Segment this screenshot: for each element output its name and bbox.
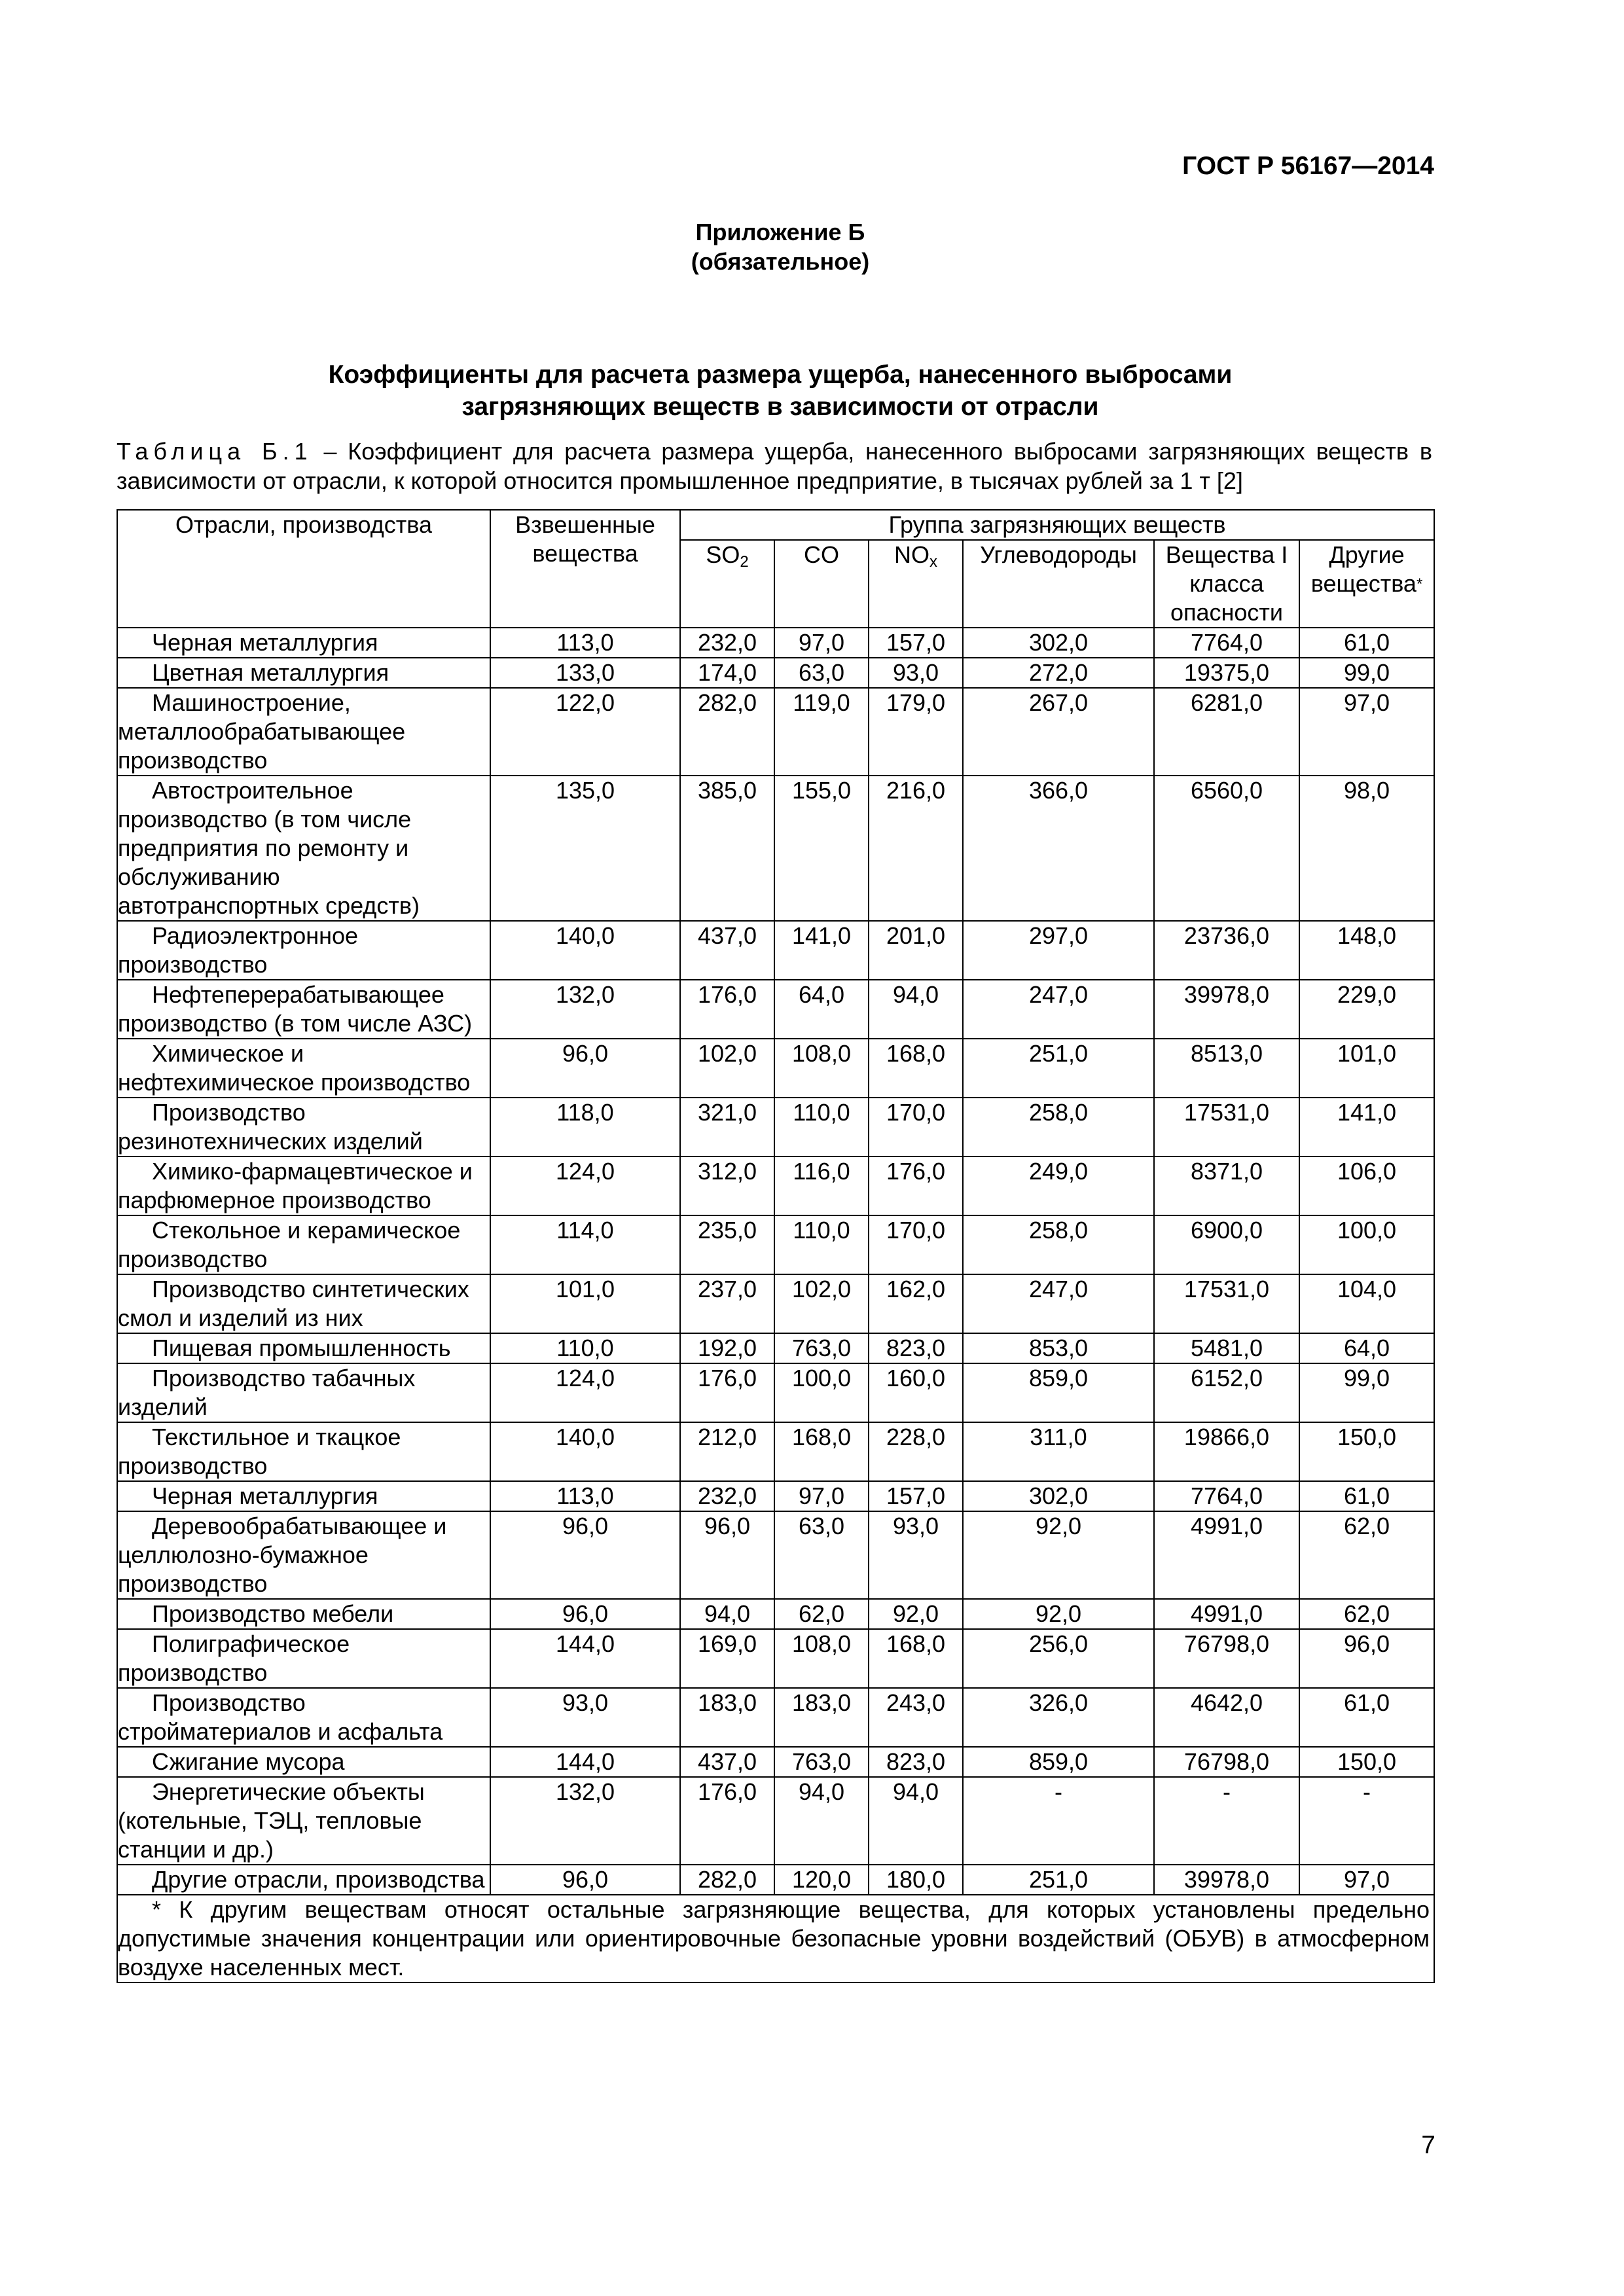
- cell-so2: 385,0: [680, 776, 774, 921]
- cell-other-substances: 62,0: [1299, 1599, 1434, 1629]
- cell-other-substances: 100,0: [1299, 1215, 1434, 1274]
- cell-so2: 96,0: [680, 1511, 774, 1599]
- cell-so2: 232,0: [680, 1481, 774, 1511]
- cell-co: 94,0: [774, 1777, 869, 1865]
- table-caption-text: – Коэффициент для расчета размера ущерба, нанесенного выбросами загрязняющих веществ в зависимости от отрасли, к которой относится промышленное предприятие, в тысячах рублей за 1 т [2]: [117, 438, 1432, 494]
- cell-suspended-matter: 93,0: [490, 1688, 680, 1747]
- document-designation: ГОСТ Р 56167—2014: [1182, 152, 1434, 180]
- table-body: [117, 628, 1434, 1895]
- cell-so2: 176,0: [680, 980, 774, 1039]
- table-row: [117, 1777, 1434, 1865]
- cell-industry-name: Машиностроение, металлообрабатывающее производство: [117, 688, 490, 776]
- cell-nox: 168,0: [869, 1039, 963, 1098]
- cell-suspended-matter: 132,0: [490, 980, 680, 1039]
- cell-co: 110,0: [774, 1098, 869, 1157]
- cell-co: 64,0: [774, 980, 869, 1039]
- table-row: [117, 1157, 1434, 1215]
- cell-co: 97,0: [774, 1481, 869, 1511]
- cell-nox: 94,0: [869, 980, 963, 1039]
- header-co: CO: [774, 540, 869, 628]
- cell-hazard-class-1: 8371,0: [1154, 1157, 1299, 1215]
- cell-so2: 437,0: [680, 921, 774, 980]
- cell-nox: 216,0: [869, 776, 963, 921]
- cell-other-substances: 104,0: [1299, 1274, 1434, 1333]
- cell-suspended-matter: 96,0: [490, 1599, 680, 1629]
- header-so2: [680, 540, 774, 628]
- cell-industry-name: Радиоэлектронное производство: [117, 921, 490, 980]
- cell-industry-name: Производство резинотехнических изделий: [117, 1098, 490, 1157]
- cell-nox: 228,0: [869, 1422, 963, 1481]
- cell-nox: 179,0: [869, 688, 963, 776]
- table-row: [117, 1629, 1434, 1688]
- header-other-label: Другие вещества: [1310, 541, 1416, 597]
- cell-co: 763,0: [774, 1747, 869, 1777]
- cell-other-substances: 106,0: [1299, 1157, 1434, 1215]
- table-footnote: * К другим веществам относят остальные загрязняющие вещества, для которых установлены предельно допустимые значения концентрации или ориентировочные безопасные уровни воздействий (ОБУВ) в атмосферном воздухе населенных мест.: [117, 1895, 1434, 1982]
- cell-other-substances: 99,0: [1299, 1363, 1434, 1422]
- cell-nox: 92,0: [869, 1599, 963, 1629]
- cell-hazard-class-1: 19375,0: [1154, 658, 1299, 688]
- cell-hazard-class-1: 6560,0: [1154, 776, 1299, 921]
- cell-so2: 192,0: [680, 1333, 774, 1363]
- cell-suspended-matter: 113,0: [490, 1481, 680, 1511]
- cell-co: 63,0: [774, 658, 869, 688]
- cell-hydrocarbons: 256,0: [963, 1629, 1154, 1688]
- cell-suspended-matter: 140,0: [490, 921, 680, 980]
- header-industry: Отрасли, производства: [117, 510, 490, 628]
- cell-hydrocarbons: 258,0: [963, 1215, 1154, 1274]
- cell-industry-name: Производство стройматериалов и асфальта: [117, 1688, 490, 1747]
- cell-hazard-class-1: 4642,0: [1154, 1688, 1299, 1747]
- section-title: [0, 359, 1561, 423]
- cell-co: 108,0: [774, 1039, 869, 1098]
- cell-suspended-matter: 135,0: [490, 776, 680, 921]
- cell-other-substances: 98,0: [1299, 776, 1434, 921]
- cell-industry-name: Производство табачных изделий: [117, 1363, 490, 1422]
- cell-nox: 170,0: [869, 1215, 963, 1274]
- cell-nox: 157,0: [869, 1481, 963, 1511]
- cell-hydrocarbons: 247,0: [963, 1274, 1154, 1333]
- cell-other-substances: -: [1299, 1777, 1434, 1865]
- cell-nox: 170,0: [869, 1098, 963, 1157]
- table-row: [117, 1599, 1434, 1629]
- cell-co: 763,0: [774, 1333, 869, 1363]
- cell-hazard-class-1: 8513,0: [1154, 1039, 1299, 1098]
- cell-suspended-matter: 140,0: [490, 1422, 680, 1481]
- cell-so2: 312,0: [680, 1157, 774, 1215]
- cell-industry-name: Химическое и нефтехимическое производство: [117, 1039, 490, 1098]
- cell-other-substances: 64,0: [1299, 1333, 1434, 1363]
- cell-suspended-matter: 122,0: [490, 688, 680, 776]
- cell-suspended-matter: 96,0: [490, 1039, 680, 1098]
- cell-other-substances: 61,0: [1299, 628, 1434, 658]
- cell-co: 110,0: [774, 1215, 869, 1274]
- cell-suspended-matter: 124,0: [490, 1157, 680, 1215]
- annex-title: Приложение Б: [695, 219, 865, 245]
- cell-hazard-class-1: 7764,0: [1154, 628, 1299, 658]
- header-so2-base: SO: [706, 541, 740, 568]
- cell-co: 168,0: [774, 1422, 869, 1481]
- cell-industry-name: Сжигание мусора: [117, 1747, 490, 1777]
- table-row: [117, 1747, 1434, 1777]
- cell-hydrocarbons: 302,0: [963, 628, 1154, 658]
- cell-other-substances: 96,0: [1299, 1629, 1434, 1688]
- table-caption: [117, 437, 1432, 495]
- cell-hydrocarbons: 302,0: [963, 1481, 1154, 1511]
- cell-suspended-matter: 113,0: [490, 628, 680, 658]
- cell-industry-name: Химико-фармацевтическое и парфюмерное производство: [117, 1157, 490, 1215]
- table-row: [117, 1363, 1434, 1422]
- cell-co: 119,0: [774, 688, 869, 776]
- cell-industry-name: Деревообрабатывающее и целлюлозно-бумажное производство: [117, 1511, 490, 1599]
- cell-industry-name: Нефтеперерабатывающее производство (в том числе АЗС): [117, 980, 490, 1039]
- header-hazard-class-1: Вещества I класса опасности: [1154, 540, 1299, 628]
- header-nox-subscript: x: [929, 553, 937, 571]
- cell-co: 108,0: [774, 1629, 869, 1688]
- cell-other-substances: 229,0: [1299, 980, 1434, 1039]
- annex-status: (обязательное): [691, 248, 870, 275]
- cell-hazard-class-1: 17531,0: [1154, 1098, 1299, 1157]
- cell-so2: 169,0: [680, 1629, 774, 1688]
- cell-hydrocarbons: 251,0: [963, 1865, 1154, 1895]
- cell-industry-name: Текстильное и ткацкое производство: [117, 1422, 490, 1481]
- cell-co: 155,0: [774, 776, 869, 921]
- cell-hazard-class-1: 6152,0: [1154, 1363, 1299, 1422]
- table-row: [117, 1039, 1434, 1098]
- cell-suspended-matter: 132,0: [490, 1777, 680, 1865]
- cell-suspended-matter: 114,0: [490, 1215, 680, 1274]
- cell-other-substances: 101,0: [1299, 1039, 1434, 1098]
- cell-industry-name: Пищевая промышленность: [117, 1333, 490, 1363]
- cell-other-substances: 150,0: [1299, 1422, 1434, 1481]
- header-other-footnote-mark: *: [1416, 575, 1423, 593]
- cell-nox: 93,0: [869, 658, 963, 688]
- cell-so2: 176,0: [680, 1777, 774, 1865]
- cell-other-substances: 99,0: [1299, 658, 1434, 688]
- cell-so2: 176,0: [680, 1363, 774, 1422]
- cell-so2: 437,0: [680, 1747, 774, 1777]
- cell-suspended-matter: 110,0: [490, 1333, 680, 1363]
- cell-other-substances: 62,0: [1299, 1511, 1434, 1599]
- cell-so2: 174,0: [680, 658, 774, 688]
- cell-suspended-matter: 144,0: [490, 1629, 680, 1688]
- cell-hydrocarbons: 251,0: [963, 1039, 1154, 1098]
- cell-other-substances: 61,0: [1299, 1688, 1434, 1747]
- cell-industry-name: Производство синтетических смол и изделий из них: [117, 1274, 490, 1333]
- table-caption-label: Таблица Б.1: [117, 438, 313, 465]
- cell-other-substances: 141,0: [1299, 1098, 1434, 1157]
- cell-other-substances: 150,0: [1299, 1747, 1434, 1777]
- cell-other-substances: 97,0: [1299, 688, 1434, 776]
- table-row: [117, 921, 1434, 980]
- cell-so2: 94,0: [680, 1599, 774, 1629]
- cell-suspended-matter: 133,0: [490, 658, 680, 688]
- header-so2-subscript: 2: [740, 553, 749, 571]
- cell-suspended-matter: 101,0: [490, 1274, 680, 1333]
- cell-nox: 157,0: [869, 628, 963, 658]
- cell-nox: 176,0: [869, 1157, 963, 1215]
- cell-hydrocarbons: 92,0: [963, 1511, 1154, 1599]
- section-title-line-2: загрязняющих веществ в зависимости от отрасли: [461, 393, 1099, 421]
- table-row: [117, 1688, 1434, 1747]
- cell-hydrocarbons: -: [963, 1777, 1154, 1865]
- cell-industry-name: Полиграфическое производство: [117, 1629, 490, 1688]
- cell-hydrocarbons: 859,0: [963, 1363, 1154, 1422]
- cell-nox: 201,0: [869, 921, 963, 980]
- cell-industry-name: Автостроительное производство (в том числе предприятия по ремонту и обслуживанию автотранспортных средств): [117, 776, 490, 921]
- cell-co: 100,0: [774, 1363, 869, 1422]
- cell-hazard-class-1: 6281,0: [1154, 688, 1299, 776]
- cell-suspended-matter: 118,0: [490, 1098, 680, 1157]
- cell-hydrocarbons: 366,0: [963, 776, 1154, 921]
- cell-so2: 232,0: [680, 628, 774, 658]
- header-pollutant-group: Группа загрязняющих веществ: [680, 510, 1434, 540]
- cell-hazard-class-1: 5481,0: [1154, 1333, 1299, 1363]
- cell-so2: 237,0: [680, 1274, 774, 1333]
- cell-hydrocarbons: 297,0: [963, 921, 1154, 980]
- cell-hydrocarbons: 267,0: [963, 688, 1154, 776]
- cell-hazard-class-1: 4991,0: [1154, 1511, 1299, 1599]
- header-other-substances: [1299, 540, 1434, 628]
- cell-hazard-class-1: 39978,0: [1154, 1865, 1299, 1895]
- cell-suspended-matter: 96,0: [490, 1865, 680, 1895]
- cell-hydrocarbons: 859,0: [963, 1747, 1154, 1777]
- cell-nox: 823,0: [869, 1747, 963, 1777]
- cell-suspended-matter: 96,0: [490, 1511, 680, 1599]
- header-hydrocarbons: Углеводороды: [963, 540, 1154, 628]
- cell-industry-name: Черная металлургия: [117, 628, 490, 658]
- table-row: [117, 1333, 1434, 1363]
- cell-so2: 183,0: [680, 1688, 774, 1747]
- cell-so2: 102,0: [680, 1039, 774, 1098]
- cell-nox: 180,0: [869, 1865, 963, 1895]
- table-row: [117, 1481, 1434, 1511]
- cell-co: 62,0: [774, 1599, 869, 1629]
- cell-hydrocarbons: 247,0: [963, 980, 1154, 1039]
- cell-industry-name: Другие отрасли, производства: [117, 1865, 490, 1895]
- cell-hydrocarbons: 311,0: [963, 1422, 1154, 1481]
- coefficients-table: [117, 509, 1435, 1983]
- annex-heading: [0, 217, 1561, 276]
- cell-nox: 162,0: [869, 1274, 963, 1333]
- table-row: [117, 658, 1434, 688]
- cell-industry-name: Черная металлургия: [117, 1481, 490, 1511]
- cell-suspended-matter: 144,0: [490, 1747, 680, 1777]
- cell-nox: 168,0: [869, 1629, 963, 1688]
- cell-suspended-matter: 124,0: [490, 1363, 680, 1422]
- cell-hazard-class-1: 23736,0: [1154, 921, 1299, 980]
- cell-industry-name: Стекольное и керамическое производство: [117, 1215, 490, 1274]
- cell-hydrocarbons: 249,0: [963, 1157, 1154, 1215]
- cell-nox: 93,0: [869, 1511, 963, 1599]
- table-row: [117, 980, 1434, 1039]
- table-row: [117, 688, 1434, 776]
- cell-so2: 321,0: [680, 1098, 774, 1157]
- cell-hydrocarbons: 258,0: [963, 1098, 1154, 1157]
- cell-co: 120,0: [774, 1865, 869, 1895]
- cell-hazard-class-1: 17531,0: [1154, 1274, 1299, 1333]
- cell-hydrocarbons: 853,0: [963, 1333, 1154, 1363]
- cell-co: 102,0: [774, 1274, 869, 1333]
- cell-industry-name: Цветная металлургия: [117, 658, 490, 688]
- cell-so2: 212,0: [680, 1422, 774, 1481]
- cell-hazard-class-1: -: [1154, 1777, 1299, 1865]
- cell-hazard-class-1: 76798,0: [1154, 1747, 1299, 1777]
- cell-co: 183,0: [774, 1688, 869, 1747]
- cell-so2: 282,0: [680, 1865, 774, 1895]
- cell-other-substances: 61,0: [1299, 1481, 1434, 1511]
- cell-nox: 243,0: [869, 1688, 963, 1747]
- cell-co: 141,0: [774, 921, 869, 980]
- cell-hazard-class-1: 76798,0: [1154, 1629, 1299, 1688]
- table-row: [117, 1098, 1434, 1157]
- cell-industry-name: Энергетические объекты (котельные, ТЭЦ, тепловые станции и др.): [117, 1777, 490, 1865]
- cell-hazard-class-1: 19866,0: [1154, 1422, 1299, 1481]
- cell-hydrocarbons: 92,0: [963, 1599, 1154, 1629]
- header-nox: [869, 540, 963, 628]
- table-row: [117, 1865, 1434, 1895]
- table-row: [117, 1422, 1434, 1481]
- cell-hazard-class-1: 39978,0: [1154, 980, 1299, 1039]
- page-number: 7: [1421, 2131, 1435, 2159]
- cell-hydrocarbons: 326,0: [963, 1688, 1154, 1747]
- cell-hazard-class-1: 7764,0: [1154, 1481, 1299, 1511]
- table-row: [117, 776, 1434, 921]
- cell-other-substances: 148,0: [1299, 921, 1434, 980]
- cell-nox: 823,0: [869, 1333, 963, 1363]
- cell-co: 63,0: [774, 1511, 869, 1599]
- cell-hazard-class-1: 4991,0: [1154, 1599, 1299, 1629]
- table-row: [117, 628, 1434, 658]
- cell-hydrocarbons: 272,0: [963, 658, 1154, 688]
- cell-so2: 282,0: [680, 688, 774, 776]
- section-title-line-1: Коэффициенты для расчета размера ущерба, нанесенного выбросами: [328, 361, 1233, 389]
- cell-hazard-class-1: 6900,0: [1154, 1215, 1299, 1274]
- header-nox-base: NO: [894, 541, 929, 568]
- header-suspended-matter: Взвешенные вещества: [490, 510, 680, 628]
- cell-other-substances: 97,0: [1299, 1865, 1434, 1895]
- footnote-row: [117, 1895, 1434, 1982]
- cell-nox: 160,0: [869, 1363, 963, 1422]
- table-row: [117, 1215, 1434, 1274]
- cell-co: 116,0: [774, 1157, 869, 1215]
- cell-nox: 94,0: [869, 1777, 963, 1865]
- table-row: [117, 1511, 1434, 1599]
- cell-industry-name: Производство мебели: [117, 1599, 490, 1629]
- cell-co: 97,0: [774, 628, 869, 658]
- table-row: [117, 1274, 1434, 1333]
- cell-so2: 235,0: [680, 1215, 774, 1274]
